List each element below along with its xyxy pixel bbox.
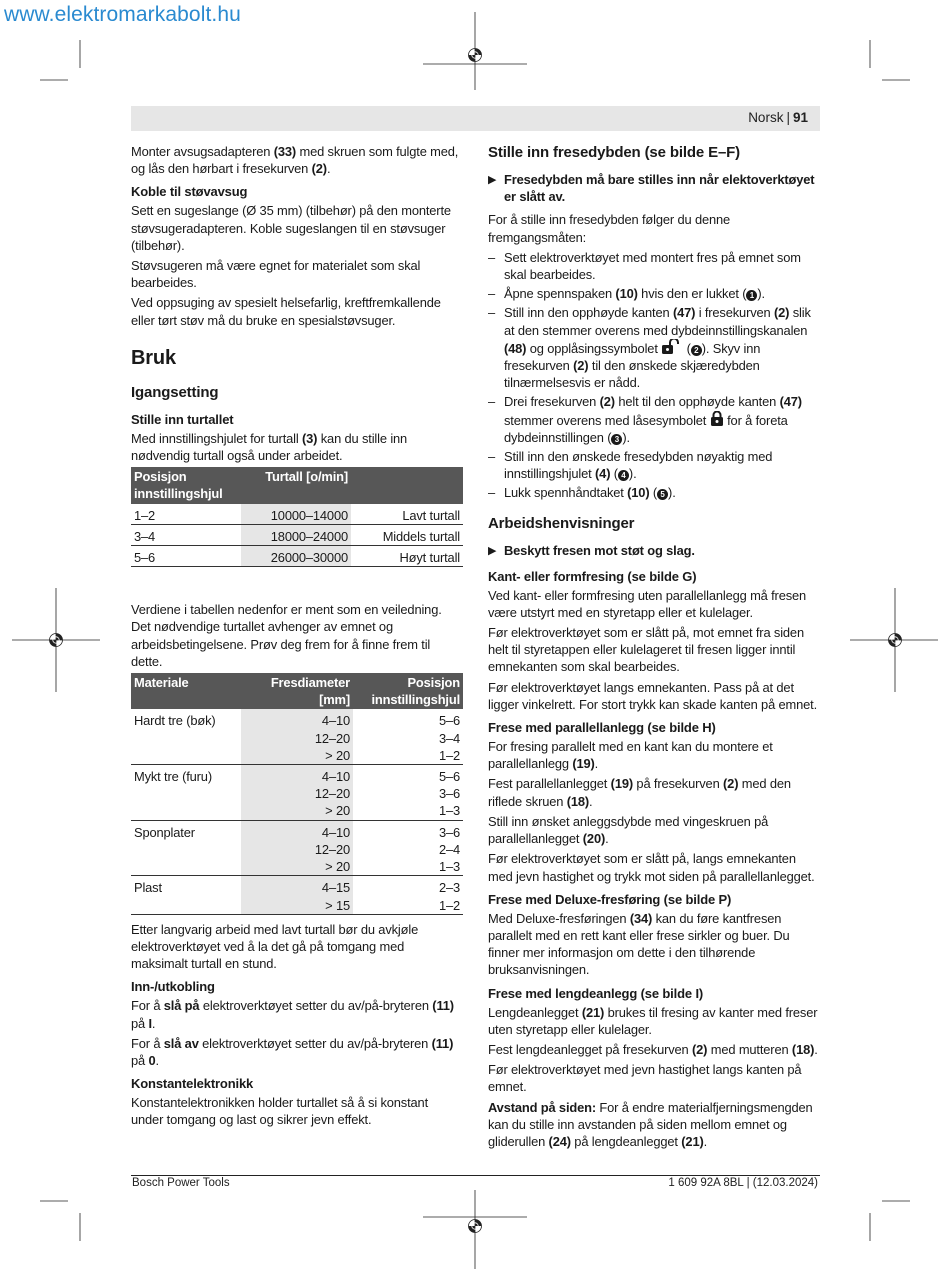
unlock-icon	[661, 339, 683, 355]
paragraph: Ved oppsuging av spesielt helsefarlig, kreftfremkallende eller tørt støv må du bruke en spesialstøvsuger.	[131, 295, 441, 328]
heading-speed: Stille inn turtallet	[131, 411, 234, 427]
registration-mark-top	[469, 49, 482, 62]
header-text: Norsk | 91	[748, 110, 808, 125]
page-header	[131, 106, 820, 131]
registration-mark-left	[50, 634, 63, 647]
paragraph: Før elektroverktøyet langs emnekanten. Pass på at det ligger vinkelrett. For stort trykk kan skade kanten på emnet.	[488, 679, 818, 712]
registration-mark-right	[889, 634, 902, 647]
paragraph: For å stille inn fresedybden følger du denne fremgangsmåten:	[488, 212, 731, 245]
table-header: Fresdiameter [mm]	[241, 673, 353, 709]
table-row: Plast 4–15 > 15 2–3 1–2	[131, 876, 463, 914]
page-number: 91	[792, 110, 808, 125]
paragraph: Før elektroverktøyet som er slått på, mot emnet fra siden helt til styretappen eller kulelageret til fresen ligger inntil emnekanten som skal bearbeides.	[488, 625, 804, 675]
table-row: Sponplater 4–10 12–20 > 20 3–6 2–4 1–3	[131, 820, 463, 876]
paragraph: Med innstillingshjulet for turtall (3) kan du stille inn nødvendig turtall også under arbeidet.	[131, 430, 408, 464]
heading-work-advice: Arbeidshenvisninger	[488, 514, 635, 532]
table-header	[351, 467, 463, 503]
paragraph: Avstand på siden: For å endre materialfjerningsmengden kan du stille inn avstanden på siden mellom emnet og gliderullen (24) på lengdeanlegget (21).	[488, 1099, 813, 1149]
table-row: 1–2 10000–14000 Lavt turtall	[131, 504, 463, 525]
heading-igangsetting: Igangsetting	[131, 383, 219, 401]
paragraph: Fest lengdeanlegget på fresekurven (2) med mutteren (18).	[488, 1041, 818, 1057]
list-item: – Åpne spennspaken (10) hvis den er lukket ( 1 ).	[488, 286, 765, 302]
heading-cutting-depth: Stille inn fresedybden (se bilde E–F)	[488, 144, 741, 161]
table-row: Mykt tre (furu) 4–10 12–20 > 20 5–6 3–6 1–3	[131, 765, 463, 821]
list-item: – Still inn den opphøyde kanten (47) i fresekurven (2) slik at den stemmer overens med dybdeinnstillingskanalen (48) og opplåsingssymbolet ( 2 ). Skyv inn fresekurven (2) til den ønskede skjæredybden tilnærmelsesvis er nådd.	[488, 305, 811, 391]
paragraph: For å slå av elektroverktøyet setter du av/på-bryteren (11) på 0.	[131, 1035, 454, 1068]
step-number-icon: 3	[611, 434, 622, 445]
footer-divider	[131, 1175, 820, 1176]
heading-deluxe-guide: Frese med Deluxe-fresføring (se bilde P)	[488, 891, 732, 907]
section-title-bruk: Bruk	[131, 346, 176, 369]
paragraph: Konstantelektronikken holder turtallet så å si konstant under tomgang og last og sikrer jevn effekt.	[131, 1095, 429, 1128]
list-item: – Drei fresekurven (2) helt til den opphøyde kanten (47) stemmer overens med låsesymbolet for å foreta dybdeinnstillingen ( 3 ).	[488, 394, 802, 445]
header-language: Norsk	[748, 110, 784, 125]
step-number-icon: 2	[691, 345, 702, 356]
paragraph: Verdiene i tabellen nedenfor er ment som en veiledning. Det nødvendige turtallet avhenger av emnet og arbeidsbetingelsene. Prøv deg frem for å finne frem til dette.	[131, 602, 442, 669]
paragraph: Før elektroverktøyet som er slått på, langs emnekanten med jevn hastighet og trykk mot siden på parallellanlegget.	[488, 851, 815, 884]
footer-brand: Bosch Power Tools	[132, 1177, 230, 1189]
paragraph: Med Deluxe-fresføringen (34) kan du føre kantfresen parallelt med en rett kant eller frese sirkler og buer. Du finner mer informasjon om dette i den tilhørende bruksanvisningen.	[488, 910, 790, 978]
registration-mark-bottom	[469, 1220, 482, 1233]
arrow-bullet-icon: ▶	[488, 544, 497, 557]
list-item: – Sett elektroverktøyet med montert fres på emnet som skal bearbeides.	[488, 249, 801, 283]
list-item: – Lukk spennhåndtaket (10) ( 5 ).	[488, 485, 676, 501]
table-row: 5–6 26000–30000 Høyt turtall	[131, 546, 463, 567]
paragraph: Lengdeanlegget (21) brukes til fresing av kanter med freser uten styretapp eller kulelager.	[488, 1004, 818, 1037]
lock-icon	[710, 411, 724, 427]
table-header: Posisjon innstillingshjul	[353, 673, 463, 709]
paragraph: Monter avsugsadapteren (33) med skruen som fulgte med, og lås den hørbart i fresekurven (2).	[131, 144, 459, 177]
table-header: Turtall [o/min]	[241, 467, 351, 503]
speed-table	[131, 467, 463, 567]
list-item: – Still inn den ønskede fresedybden nøyaktig med innstillingshjulet (4) ( 4 ).	[488, 449, 773, 482]
heading-constant-electronics: Konstantelektronikk	[131, 1076, 254, 1092]
material-table	[131, 673, 463, 915]
paragraph: For fresing parallelt med en kant kan du montere et parallellanlegg (19).	[488, 739, 773, 772]
heading-dust-extraction: Koble til støvavsug	[131, 184, 248, 200]
heading-edge-routing: Kant- eller formfresing (se bilde G)	[488, 568, 697, 584]
heading-length-guide: Frese med lengdeanlegg (se bilde I)	[488, 985, 704, 1001]
table-header: Posisjon innstillingshjul	[131, 467, 241, 503]
paragraph: Still inn ønsket anleggsdybde med vingeskruen på parallellanlegget (20).	[488, 813, 769, 847]
paragraph: For å slå på elektroverktøyet setter du av/på-bryteren (11) på I.	[131, 998, 454, 1031]
left-column	[131, 143, 463, 1132]
watermark-link[interactable]: www.elektromarkabolt.hu	[4, 3, 241, 26]
paragraph: Ved kant- eller formfresing uten parallellanlegg må fresen være utstyrt med en styretapp eller et kulelager.	[488, 587, 807, 620]
paragraph: Fest parallellanlegget (19) på fresekurven (2) med den riflede skruen (18).	[488, 776, 791, 809]
table-row: Hardt tre (bøk) 4–10 12–20 > 20 5–6 3–4 1–2	[131, 709, 463, 764]
paragraph: Sett en sugeslange (Ø 35 mm) (tilbehør) på den monterte støvsugeradapteren. Koble sugeslangen til en støvsuger (tilbehør).	[131, 203, 451, 253]
right-column	[488, 143, 820, 1153]
table-header: Materiale	[131, 673, 241, 709]
warning-note: ▶ Beskytt fresen mot støt og slag.	[488, 542, 695, 558]
footer-document-number: 1 609 92A 8BL | (12.03.2024)	[668, 1177, 818, 1189]
step-list	[488, 249, 820, 502]
arrow-bullet-icon: ▶	[488, 174, 497, 186]
heading-on-off: Inn-/utkobling	[131, 979, 215, 995]
step-number-icon: 4	[618, 470, 629, 481]
step-number-icon: 5	[657, 489, 668, 500]
table-row: 3–4 18000–24000 Middels turtall	[131, 524, 463, 545]
paragraph: Etter langvarig arbeid med lavt turtall bør du avkjøle elektroverktøyet ved å la det gå på tomgang med maksimalt turtall en stund.	[131, 921, 419, 972]
warning-note: ▶ Fresedybden må bare stilles inn når elektoverktøyet er slått av.	[488, 172, 815, 205]
step-number-icon: 1	[746, 290, 757, 301]
paragraph: Støvsugeren må være egnet for materialet som skal bearbeides.	[131, 258, 421, 291]
paragraph: Før elektroverktøyet med jevn hastighet langs kanten på emnet.	[488, 1062, 802, 1095]
heading-parallel-guide: Frese med parallellanlegg (se bilde H)	[488, 720, 716, 736]
